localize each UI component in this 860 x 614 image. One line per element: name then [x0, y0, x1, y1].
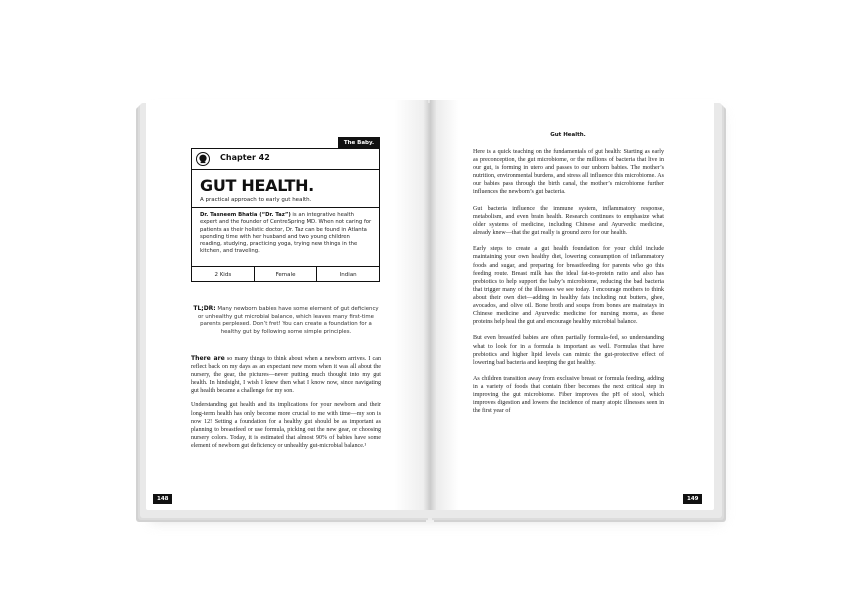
author-stats: [192, 266, 379, 282]
chapter-subtitle: A practical approach to early gut health.: [200, 197, 312, 203]
author-name: Dr. Tasneem Bhatia (“Dr. Taz”): [200, 212, 291, 218]
chapter-number: Chapter 42: [220, 153, 270, 162]
stat-ethnicity: Indian: [316, 267, 379, 282]
stat-kids: 2 Kids: [214, 271, 232, 278]
paragraph: Here is a quick teaching on the fundamentals of gut health: Starting as early as preconception, the gut microbiome, or the millions of bacteria that live in our gut, is forming in utero and passes to our unborn babies. The mother’s nutrition, environmental burdens, and stress all influence this microbiome. As our babies pass through the birth canal, the mother’s microbiome further influences the newborn’s gut bacteria.: [473, 149, 664, 196]
paragraph: As children transition away from exclusive breast or formula feeding, adding in a variety of foods that contain fiber becomes the next critical step in improving the gut microbiome. Fiber improves the pH of stool, which improves digestion and lowers the incidence of many atopic illnesses seen in the first year of: [473, 376, 664, 415]
baby-icon: [196, 152, 210, 166]
divider: [192, 207, 379, 208]
left-body-text: [191, 355, 381, 456]
book-gutter: [424, 100, 436, 510]
chapter-box: [191, 148, 380, 282]
right-body-text: [473, 148, 664, 424]
author-bio-text: is an integrative health expert and the founder of CentreSpring MD. When not caring for patients as their holistic doctor, Dr. Taz can be found in Atlanta spending time with her husband and two young children reading, studying, practicing yoga, trying new things in the kitchen, and traveling.: [200, 212, 372, 255]
paragraph: Gut bacteria influence the immune system, inflammatory response, metabolism, and even brain health. Research continues to emphasize what older systems of medicine, including Chinese and Ayurvedic medicine, already knew—that the gut really is ground zero for our health.: [473, 205, 664, 237]
chapter-header: [192, 149, 379, 170]
tldr-label: TL;DR:: [193, 305, 216, 312]
page-number-left: 148: [153, 494, 172, 504]
paragraph-text: so many things to think about when a newborn arrives. I can reflect back on my days as an expectant new mom when it was all about the nursery, the gear, the pictures—never putting much thought into my gut health. In hindsight, I wish I knew then what I know now, since navigating gut health became a challenge for my son.: [191, 356, 381, 395]
paragraph: But even breastfed babies are often partially formula-fed, so understanding what to look for in a formula is important as well. Formulas that have prebiotics and higher lipid levels can mimic the gut-protective effect of lowering bad bacteria and keeping the gut healthy.: [473, 335, 664, 366]
running-head: Gut Health.: [550, 132, 586, 138]
chapter-title: GUT HEALTH.: [200, 176, 314, 195]
stat-gender: Female: [254, 267, 317, 282]
author-bio: [200, 212, 372, 256]
paragraph: [191, 355, 381, 395]
paragraph-lead: There are: [191, 355, 225, 362]
section-tag: The Baby.: [338, 137, 380, 148]
page-number-right: 149: [683, 494, 702, 504]
paragraph: Early steps to create a gut health foundation for your child include maintaining your own healthy diet, lowering consumption of inflammatory foods and sugar, and preparing for breastfeeding for parents who go this feeding route. Breast milk has the ideal fat-to-protein ratio and also has prebiotics to help support the baby’s microbiome, reducing the bad bacteria that trigger many of the illnesses we see today. I encourage mothers to think about their own diet—adding in healthy fats including nut butters, ghee, avocados, and olive oil. Bone broth and soups from bones are mainstays in Chinese medicine and Ayurvedic medicine for nursing moms, as these proteins help heal the gut and encourage healthy microbial balance.: [473, 246, 664, 326]
paragraph: Understanding gut health and its implications for your newborn and their long-term health has only become more crucial to me with time—my son is now 12! Setting a foundation for a healthy gut should be as important as planning to breastfeed or use formula, picking out the new gear, or choosing nursery colors. Today, it is estimated that almost 90% of babies have some element of newborn gut deficiency or unhealthy gut-microbial balance.¹: [191, 402, 381, 449]
tldr-summary: [192, 305, 380, 336]
tldr-text: Many newborn babies have some element of gut deficiency or unhealthy gut microbial balance, which leaves many first-time parents perplexed. Don’t fret! You can create a foundation for a healthy gut by following some simple principles.: [198, 306, 379, 335]
